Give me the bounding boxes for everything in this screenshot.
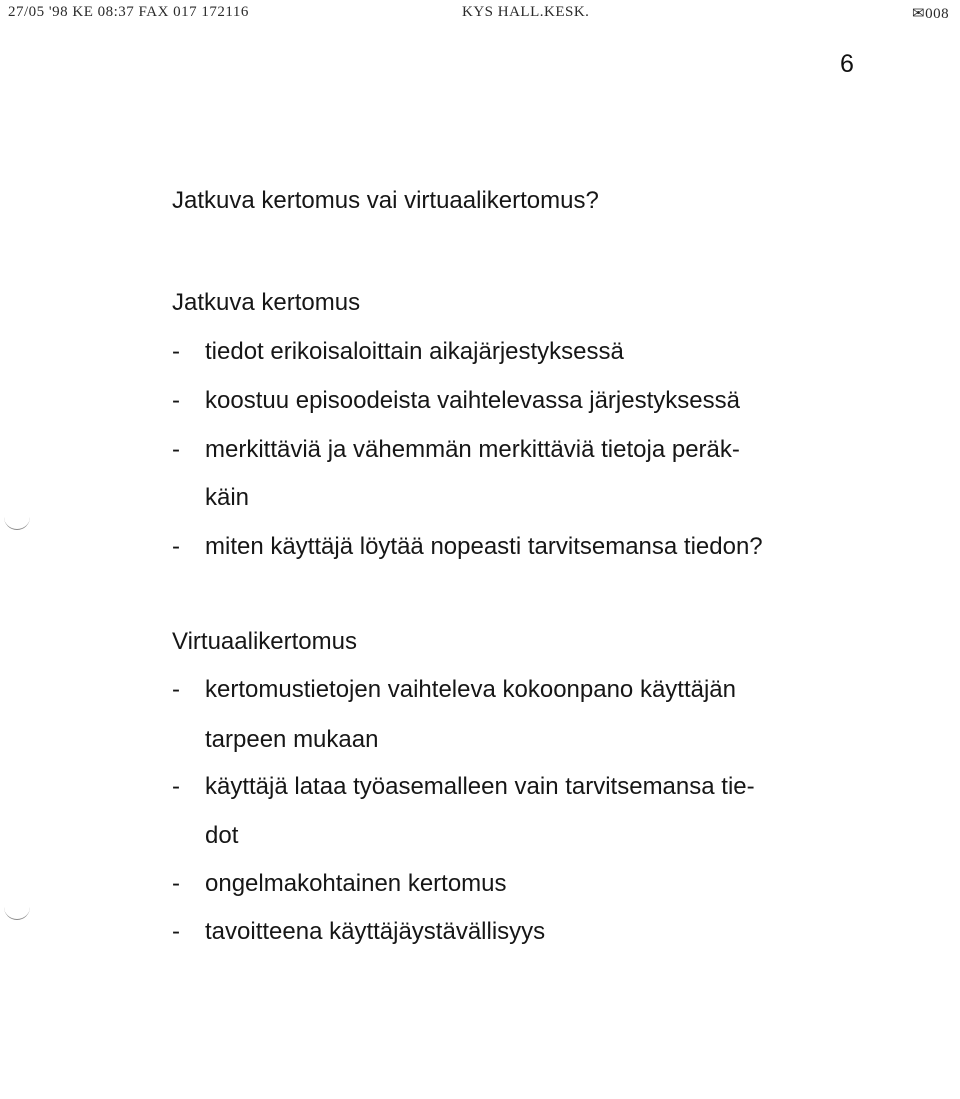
list-item-text: käyttäjä lataa työasemalleen vain tarvitsemansa tie-: [205, 773, 755, 800]
list-item-text: tavoitteena käyttäjäystävällisyys: [205, 918, 546, 945]
fax-header-left: 27/05 '98 KE 08:37 FAX 017 172116: [8, 4, 249, 20]
bullet-dash: -: [172, 676, 180, 703]
list-item-text: merkittäviä ja vähemmän merkittäviä tietoja peräk-: [205, 436, 740, 463]
bullet-dash: -: [172, 870, 180, 897]
bullet-dash: -: [172, 338, 180, 365]
list-item-text: ongelmakohtainen kertomus: [205, 870, 507, 897]
list-item-text: tiedot erikoisaloittain aikajärjestyksessä: [205, 338, 624, 365]
list-item-text: koostuu episoodeista vaihtelevassa järjestyksessä: [205, 387, 740, 414]
list-item-text: kertomustietojen vaihteleva kokoonpano käyttäjän: [205, 676, 736, 703]
list-item-text-continuation: tarpeen mukaan: [205, 726, 379, 753]
section-heading-jatkuva: Jatkuva kertomus: [172, 289, 361, 316]
punch-hole-mark: [4, 517, 30, 530]
bullet-dash: -: [172, 436, 180, 463]
list-item-text-continuation: käin: [205, 484, 250, 511]
bullet-dash: -: [172, 773, 180, 800]
list-item-text: miten käyttäjä löytää nopeasti tarvitsemansa tiedon?: [205, 533, 763, 560]
fax-header: [0, 4, 960, 26]
bullet-dash: -: [172, 918, 180, 945]
punch-hole-mark: [4, 907, 30, 920]
section-heading-virtuaali: Virtuaalikertomus: [172, 628, 357, 655]
fax-header-center: KYS HALL.KESK.: [462, 4, 590, 20]
bullet-dash: -: [172, 533, 180, 560]
bullet-dash: -: [172, 387, 180, 414]
page-number: 6: [840, 50, 854, 78]
list-item-text-continuation: dot: [205, 822, 239, 849]
document-title: Jatkuva kertomus vai virtuaalikertomus?: [172, 187, 599, 214]
fax-header-right: ✉008: [912, 6, 950, 22]
